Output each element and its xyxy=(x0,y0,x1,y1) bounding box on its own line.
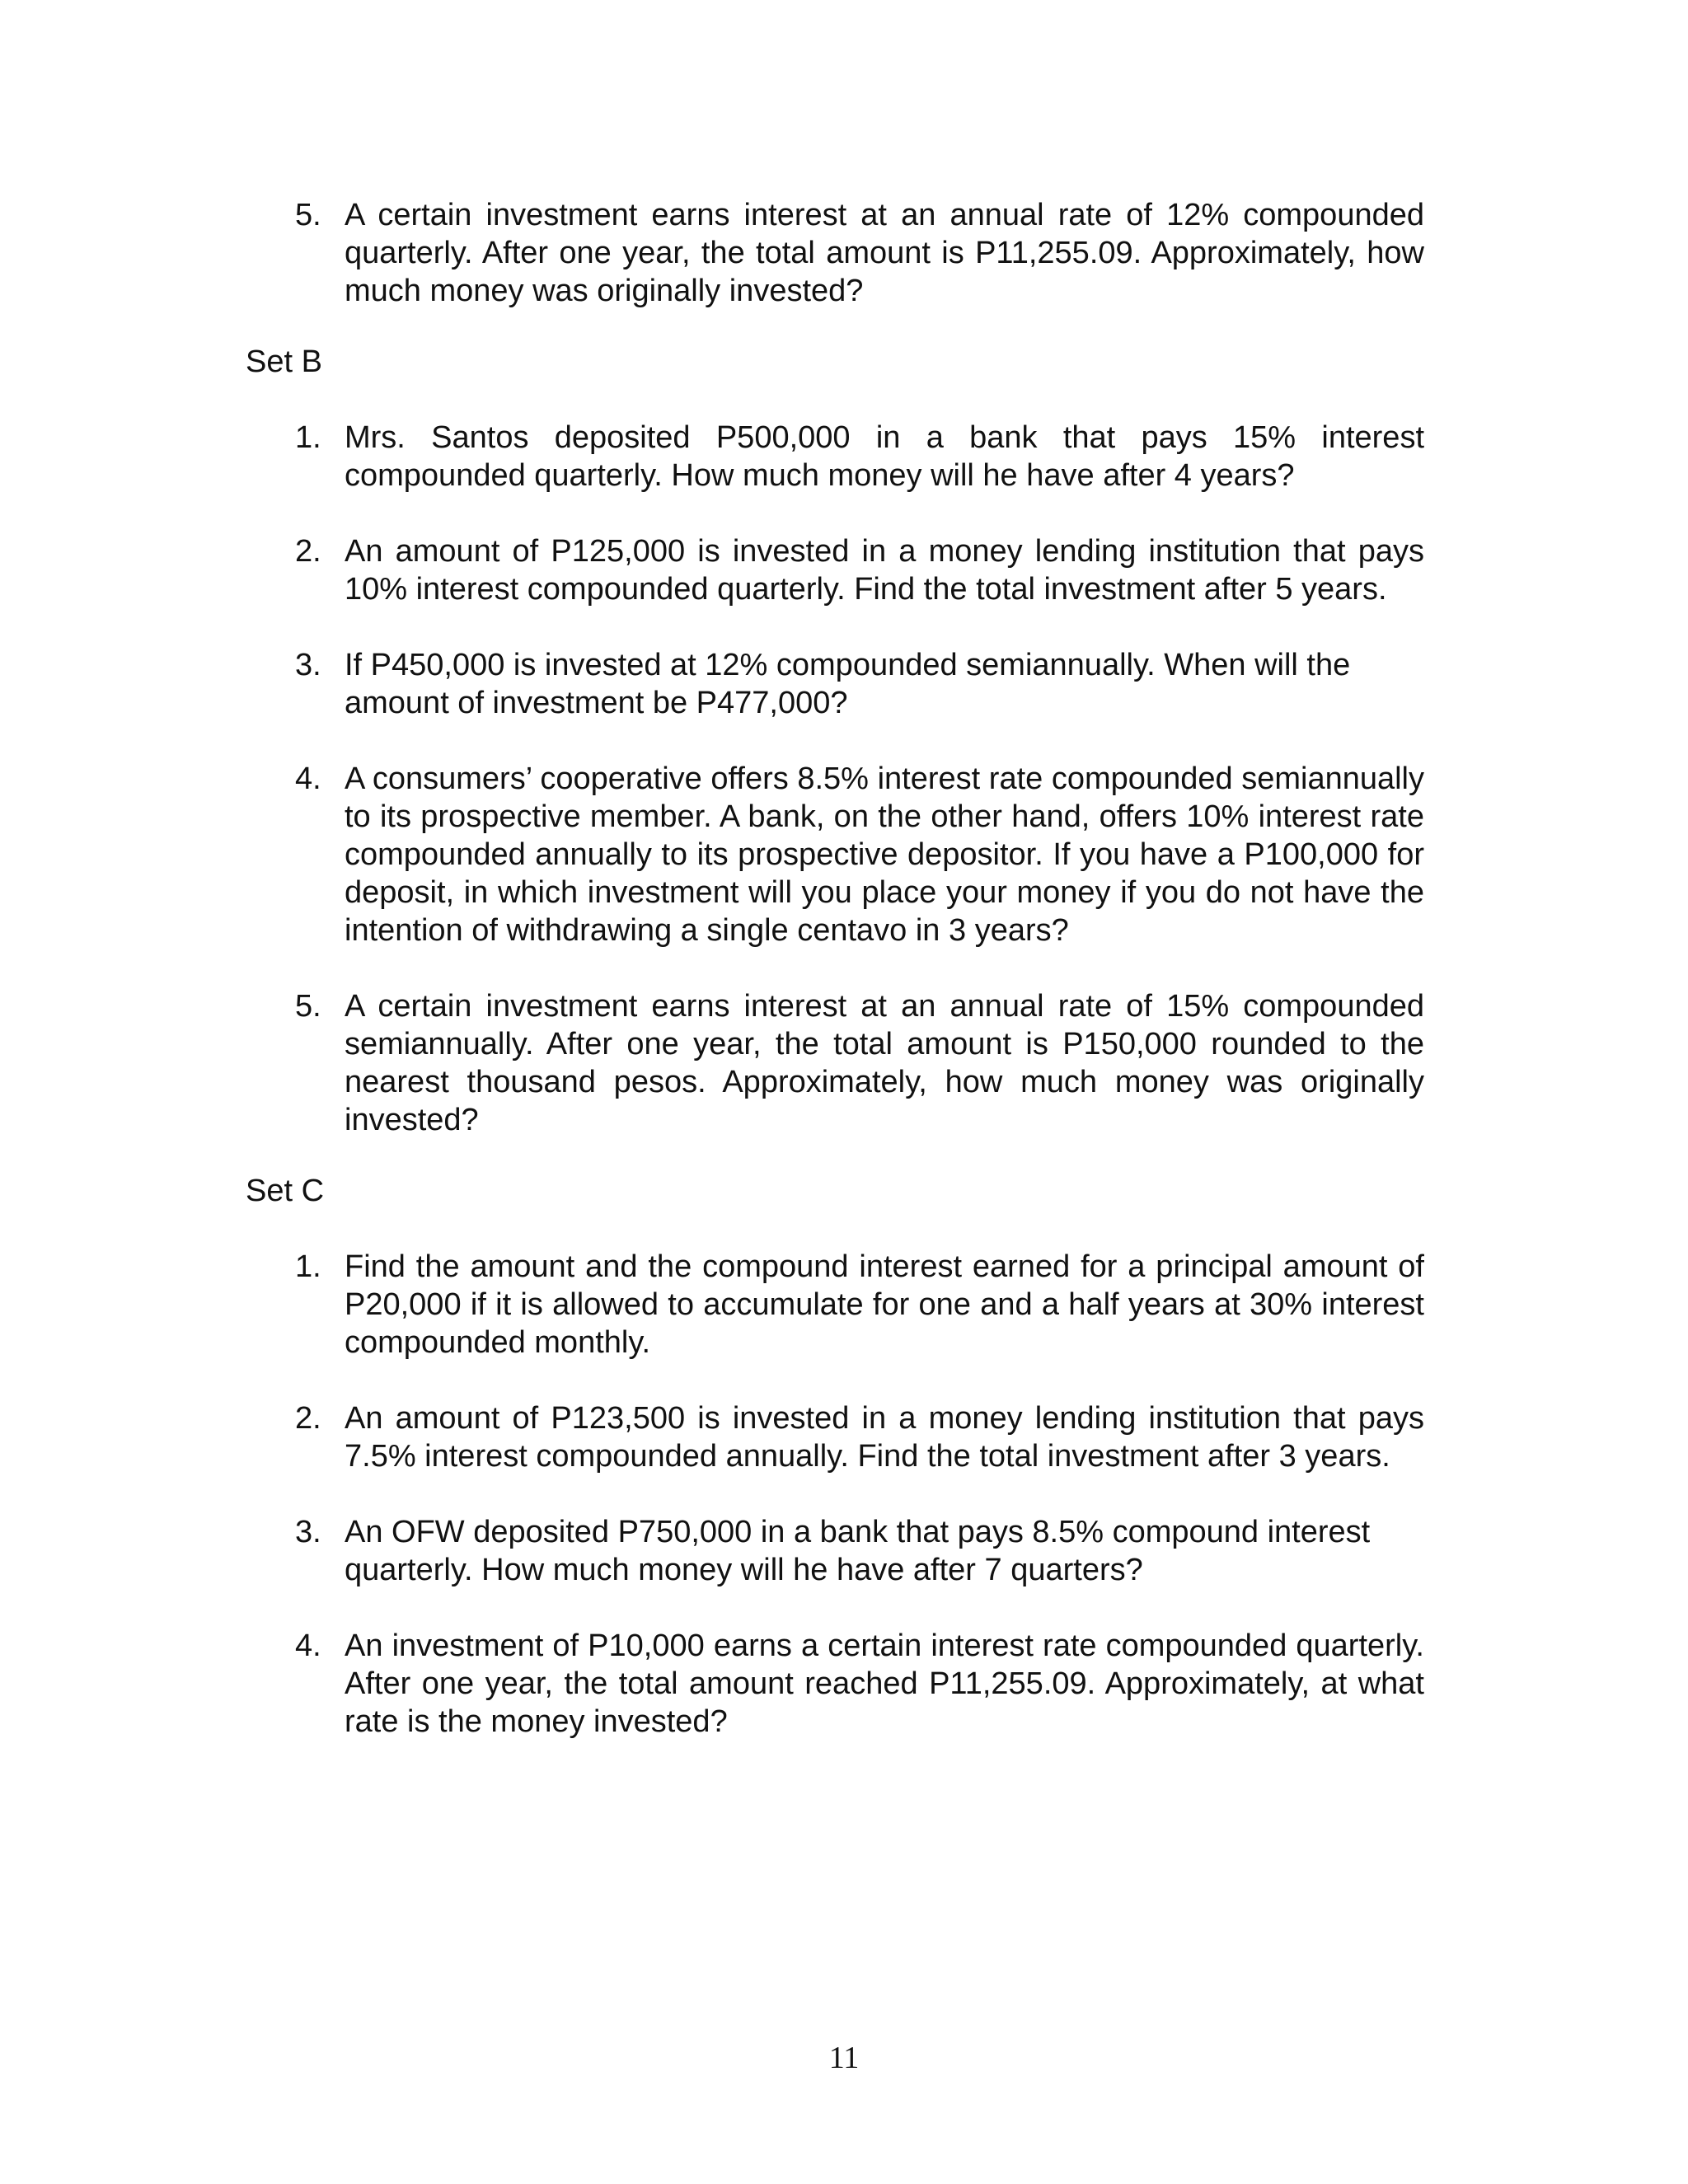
set-b-heading: Set B xyxy=(246,344,322,379)
list-item xyxy=(246,987,1424,1139)
question-text: If P450,000 is invested at 12% compounded semiannually. When will the amount of investment be P477,000? xyxy=(345,648,1351,720)
page-number: 11 xyxy=(828,2041,860,2075)
list-item xyxy=(246,1248,1424,1361)
question-number: 2. xyxy=(295,534,321,569)
list-item xyxy=(246,646,1424,722)
continued-question-list xyxy=(246,196,1424,310)
question-text: A consumers’ cooperative offers 8.5% interest rate compounded semiannually to its prospective member. A bank, on the other hand, offers 10% interest rate compounded annually to its prospective depositor. If you have a P100,000 for deposit, in which investment will you place your money if you do not have the intention of withdrawing a single centavo in 3 years? xyxy=(345,762,1424,948)
question-text: Find the amount and the compound interest earned for a principal amount of P20,000 if it is allowed to accumulate for one and a half years at 30% interest compounded monthly. xyxy=(345,1249,1424,1360)
question-number: 4. xyxy=(295,1629,321,1663)
question-text: Mrs. Santos deposited P500,000 in a bank that pays 15% interest compounded quarterly. How much money will he have after 4 years? xyxy=(345,420,1424,493)
list-item xyxy=(246,532,1424,608)
page-content xyxy=(246,196,1424,1774)
question-number: 4. xyxy=(295,762,321,796)
set-c-heading: Set C xyxy=(246,1174,325,1208)
list-item xyxy=(246,760,1424,949)
question-number: 3. xyxy=(295,1515,321,1549)
question-number: 5. xyxy=(295,198,321,232)
set-b-question-list xyxy=(246,419,1424,1139)
list-item xyxy=(246,1399,1424,1475)
question-text: A certain investment earns interest at an annual rate of 12% compounded quarterly. After one year, the total amount is P11,255.09. Approximately, how much money was originally invested? xyxy=(345,198,1424,308)
question-number: 3. xyxy=(295,648,321,682)
question-text: An amount of P125,000 is invested in a money lending institution that pays 10% interest compounded quarterly. Find the total investment after 5 years. xyxy=(345,534,1424,607)
question-number: 1. xyxy=(295,1249,321,1284)
set-c-question-list xyxy=(246,1248,1424,1741)
question-text: An investment of P10,000 earns a certain interest rate compounded quarterly. After one year, the total amount reached P11,255.09. Approximately, at what rate is the money invested? xyxy=(345,1629,1424,1739)
question-text: A certain investment earns interest at an annual rate of 15% compounded semiannually. After one year, the total amount is P150,000 rounded to the nearest thousand pesos. Approximately, how much money was originally invested? xyxy=(345,989,1424,1137)
question-number: 5. xyxy=(295,989,321,1024)
list-item xyxy=(246,1627,1424,1741)
question-number: 2. xyxy=(295,1401,321,1436)
question-text: An OFW deposited P750,000 in a bank that pays 8.5% compound interest quarterly. How much money will he have after 7 quarters? xyxy=(345,1515,1371,1587)
list-item xyxy=(246,1513,1424,1589)
question-number: 1. xyxy=(295,420,321,455)
list-item xyxy=(246,196,1424,310)
question-text: An amount of P123,500 is invested in a money lending institution that pays 7.5% interest compounded annually. Find the total investment after 3 years. xyxy=(345,1401,1424,1474)
list-item xyxy=(246,419,1424,494)
